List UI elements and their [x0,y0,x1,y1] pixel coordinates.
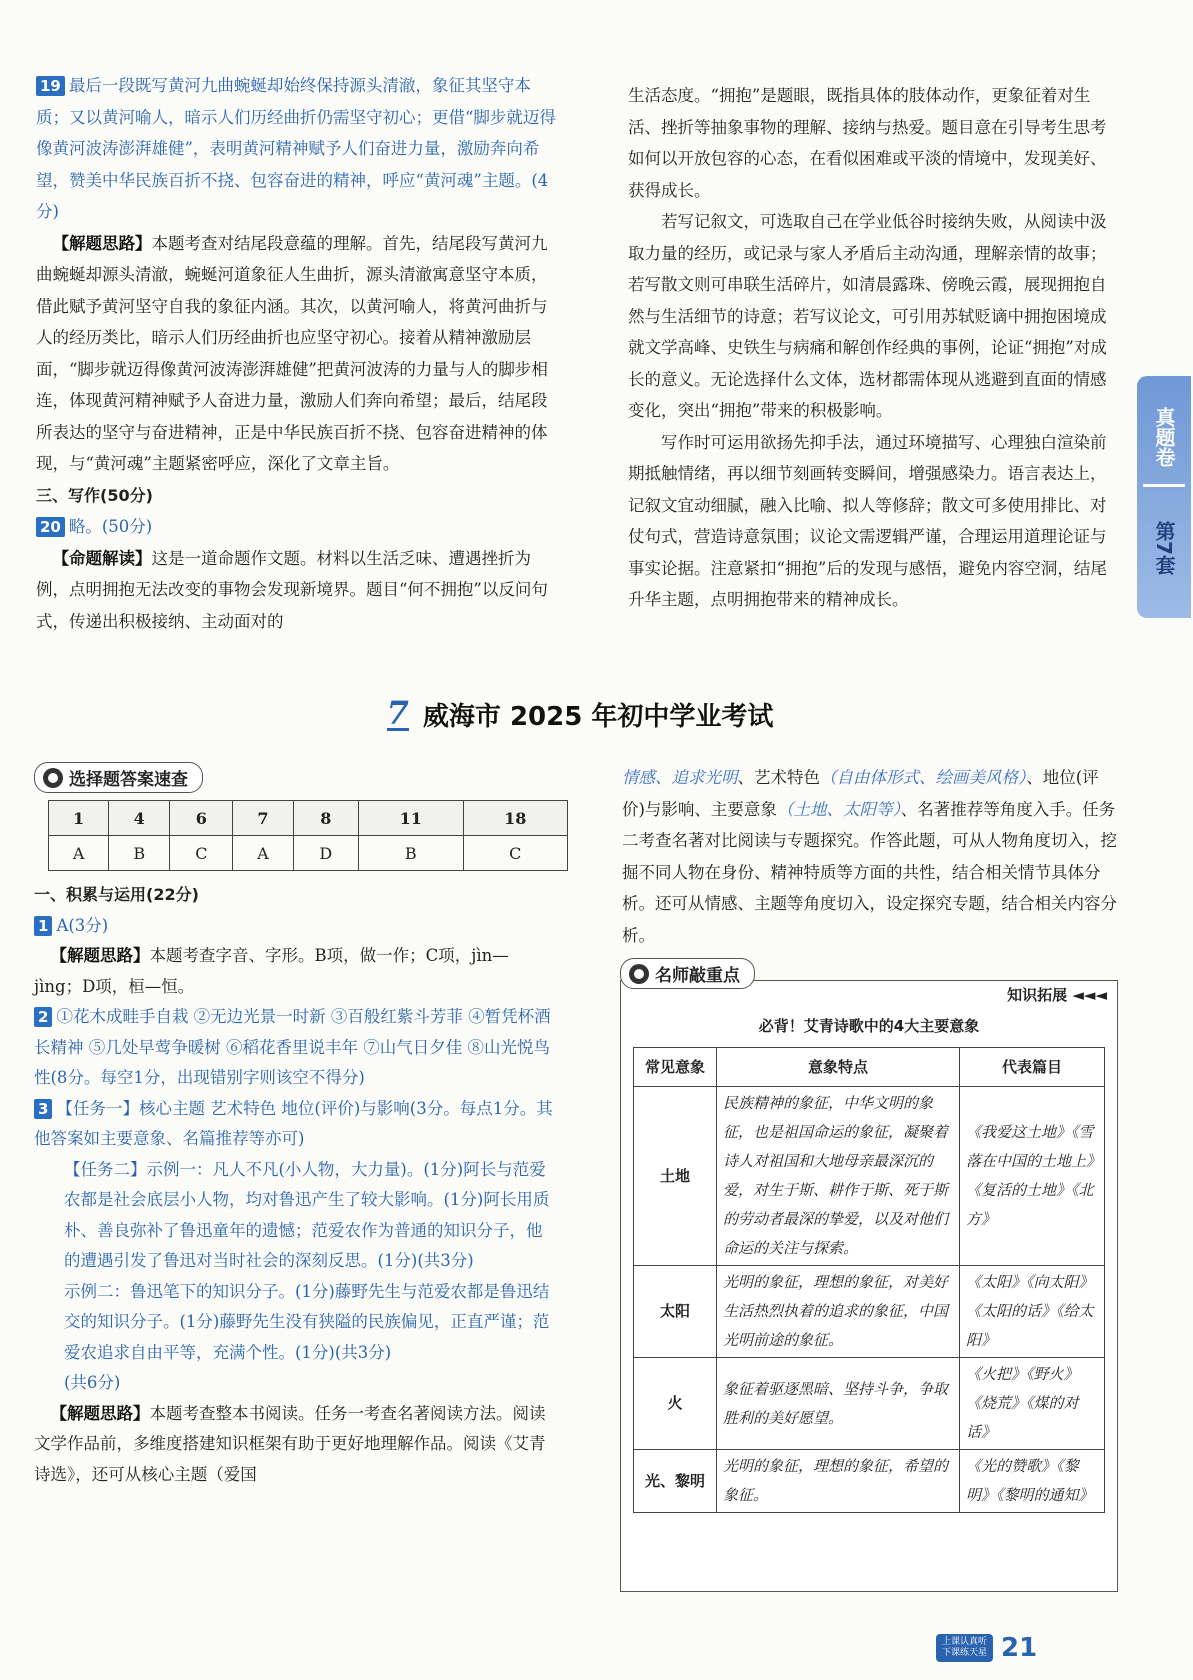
q20-number: 20 [36,517,65,537]
q19-analysis-text: 本题考查对结尾段意蕴的理解。首先，结尾段写黄河九曲蜿蜒却源头清澈，蜿蜒河道象征人生曲折，源头清澈寓意坚守本质，借此赋予黄河坚守自我的象征内涵。其次，以黄河喻人，将黄河曲折与人的经历类比，暗示人们历经曲折也应坚守初心。接着从精神激励层面，“脚步就迈得像黄河波涛澎湃雄健”把黄河波涛的力量与人的脚步相连，体现黄河精神赋予人奋进力量，激励人们奔向希望；最后，结尾段所表达的坚守与奋进精神，正是中华民族百折不挠、包容奋进精神的体现，与“黄河魂”主题紧密呼应，深化了文章主旨。 [36,233,548,473]
q20-analysis-text: 这是一道命题作文题。材料以生活乏味、遭遇挫折为例，点明拥抱无法改变的事物会发现新境界。题目“何不拥抱”以反问句式，传递出积极接纳、主动面对的 [36,548,548,631]
imagery-feature: 民族精神的象征，中华文明的象征，也是祖国命运的象征，凝聚着诗人对祖国和大地母亲最深沉的爱，对生于斯、耕作于斯、死于斯的劳动者最深的挚爱，以及对他们命运的关注与探索。 [717,1087,960,1266]
bottom-left-column [34,880,556,1490]
writing-section-title: 三、写作(50分) [36,485,153,505]
q19-analysis-tag: 【解题思路】 [52,233,152,253]
table-row [634,1450,1105,1513]
q20-analysis [36,543,556,638]
target-icon [43,768,63,788]
q1-analysis [34,941,556,1002]
quick-answer-question-row [49,801,568,836]
top-right-column [628,80,1118,616]
page-footer [936,1630,1037,1666]
quick-answer-badge [34,762,203,793]
handwritten-note: （土地、太阳等） [776,799,901,819]
imagery-name: 太阳 [634,1266,717,1358]
imagery-table-header [634,1048,1105,1087]
q3-analysis [34,1399,556,1491]
q3-total-score: (共6分) [64,1373,121,1392]
side-tab-divider [1143,484,1185,487]
q3-task2-example1: 【任务二】示例一：凡人不凡(小人物，大力量)。(1分)阿长与范爱农都是社会底层小人物，均对鲁迅产生了较大影响。(1分)阿长用质朴、善良弥补了鲁迅童年的遗憾；范爱农作为普通的知识分子，他的遭遇引发了鲁迅对当时社会的深刻反思。(1分)(共3分) [64,1159,550,1270]
writing-guide-p1: 生活态度。“拥抱”是题眼，既指具体的肢体动作，更象征着对生活、挫折等抽象事物的理解、接纳与热爱。题目意在引导考生思考如何以开放包容的心态，在看似困难或平淡的情境中，发现美好、获得成长。 [628,86,1107,200]
top-left-column [36,70,556,637]
knowledge-box [620,980,1118,1592]
answer-cell: A [233,836,293,871]
imagery-feature: 光明的象征，理想的象征，对美好生活热烈执着的追求的象征，中国光明前途的象征。 [717,1266,960,1358]
q3-task1-text: 【任务一】核心主题 艺术特色 地位(评价)与影响(3分。每点1分。其他答案如主要意象、名篇推荐等亦可) [34,1098,553,1148]
handwritten-note: （自由体形式、绘画美风格） [820,768,1027,787]
q20-analysis-tag: 【命题解读】 [52,548,152,568]
q20-answer-block [36,511,556,543]
imagery-feature: 光明的象征，理想的象征，希望的象征。 [717,1450,960,1513]
q2-number: 2 [34,1007,52,1027]
slogan-line: 下课练天星 [942,1648,988,1658]
q3-analysis-text: 本题考查整本书阅读。任务一考查名著阅读方法。阅读文学作品前，多维度搭建知识框架有助于更好地理解作品。阅读《艾青诗选》，还可从核心主题（爱国 [34,1403,546,1484]
handwritten-note: 情感、追求光明 [622,768,738,787]
column-header: 意象特点 [717,1048,960,1087]
column-header: 常见意象 [634,1048,717,1087]
q19-answer-block [36,70,556,228]
q2-answer-block [34,1002,556,1094]
writing-guide-p2: 若写记叙文，可选取自己在学业低谷时接纳失败，从阅读中汲取力量的经历，或记录与家人矛盾后主动沟通，理解亲情的故事；若写散文则可串联生活碎片，如清晨露珠、傍晚云霞，展现拥抱自然与生活细节的诗意；若写议论文，可引用苏轼贬谪中拥抱困境成就文学高峰、史铁生与病痛和解创作经典的事例，论证“拥抱”对成长的意义。无论选择什么文体，选材都需体现从逃避到直面的情感变化，突出“拥抱”带来的积极影响。 [628,212,1107,420]
quick-answer-badge-label: 选择题答案速查 [69,770,188,790]
footer-slogan [936,1634,993,1662]
question-number-cell: 4 [109,801,170,836]
slogan-line: 上课认真听 [942,1637,988,1647]
side-tab [1137,376,1191,618]
imagery-feature: 象征着驱逐黑暗、坚持斗争，争取胜利的美好愿望。 [717,1358,960,1450]
accumulation-section-title: 一、积累与运用(22分) [34,885,199,904]
question-number-cell: 18 [463,801,568,836]
answer-cell: C [463,836,568,871]
imagery-works: 《太阳》《向太阳》《太阳的话》《给太阳》 [960,1266,1105,1358]
question-number-cell: 1 [49,801,109,836]
q20-answer-text: 略。(50分) [68,517,153,536]
q3-answer-block [34,1094,556,1155]
q1-analysis-tag: 【解题思路】 [50,946,150,965]
q3-analysis-continued [622,762,1118,951]
q1-answer-block [34,911,556,942]
quick-answer-answer-row [49,836,568,871]
side-tab-set-number: 第7套 [1152,521,1176,575]
exam-title-text: 威海市 2025 年初中学业考试 [422,701,774,732]
bottom-right-column [622,762,1118,951]
q2-answer-text: ①花木成畦手自栽 ②无边光景一时新 ③百般红紫斗芳菲 ④暂凭杯酒长精神 ⑤几处早莺争暖树 ⑥稻花香里说丰年 ⑦山气日夕佳 ⑧山光悦鸟性(8分。每空1分，出现错别字则该空不得分) [34,1007,551,1087]
question-number-cell: 7 [233,801,293,836]
q3-analysis-tag: 【解题思路】 [50,1403,150,1423]
q19-answer-text: 最后一段既写黄河九曲蜿蜒却始终保持源头清澈，象征其坚守本质；又以黄河喻人，暗示人们历经曲折仍需坚守初心；更借“脚步就迈得像黄河波涛澎湃雄健”，表明黄河精神赋予人们奋进力量，激励奔向希望，赞美中华民族百折不挠、包容奋进的精神，呼应“黄河魂”主题。(4分) [36,76,556,221]
q19-analysis [36,228,556,480]
teacher-keypoints-badge [620,958,755,989]
analysis-text: 、名著推荐等角度入手。任务二考查名著对比阅读与专题探究。作答此题，可从人物角度切入，挖掘不同人物在身份、精神特质等方面的共性，结合相关情节具体分析。还可从情感、主题等角度切入，设定探究专题，结合相关内容分析。 [622,799,1117,945]
imagery-name: 火 [634,1358,717,1450]
answer-cell: B [359,836,463,871]
answer-cell: C [170,836,233,871]
knowledge-box-title: 必背！艾青诗歌中的4大主要意象 [758,1017,980,1035]
answer-cell: B [109,836,170,871]
answer-cell: D [293,836,358,871]
table-row [634,1358,1105,1450]
imagery-name: 土地 [634,1087,717,1266]
question-number-cell: 11 [359,801,463,836]
analysis-text: 、地位(评价)与影响、主要意象 [622,768,1099,819]
question-number-cell: 6 [170,801,233,836]
page-number: 21 [1001,1633,1038,1663]
star-icon [629,964,649,984]
knowledge-expansion-label: 知识拓展 ◄◄◄ [1007,986,1107,1004]
imagery-works: 《光的赞歌》《黎明》《黎明的通知》 [960,1450,1105,1513]
question-number-cell: 8 [293,801,358,836]
imagery-works: 《我爱这土地》《雪落在中国的土地上》《复活的土地》《北方》 [960,1087,1105,1266]
table-row [634,1266,1105,1358]
q1-answer-text: A(3分) [56,915,109,935]
side-tab-label: 真题卷 [1152,407,1176,467]
q19-number: 19 [36,76,65,96]
exam-title [320,690,840,738]
q1-number: 1 [34,916,52,936]
analysis-text: 、艺术特色 [737,768,820,787]
imagery-name: 光、黎明 [634,1450,717,1513]
column-header: 代表篇目 [960,1048,1105,1087]
writing-guide-p3: 写作时可运用欲扬先抑手法，通过环境描写、心理独白渲染前期抵触情绪，再以细节刻画转变瞬间，增强感染力。语言表达上，记叙文宜动细腻，融入比喻、拟人等修辞；散文可多使用排比、对仗句式，营造诗意氛围；议论文需逻辑严谨，合理运用道理论证与事实论据。注意紧扣“拥抱”后的发现与感悟，避免内容空洞，结尾升华主题，点明拥抱带来的精神成长。 [628,432,1107,609]
imagery-table [633,1047,1105,1513]
q3-task2-example2: 示例二：鲁迅笔下的知识分子。(1分)藤野先生与范爱农都是鲁迅结交的知识分子。(1分)藤野先生没有狭隘的民族偏见，正直严谨；范爱农追求自由平等，充满个性。(1分)(共3分) [64,1281,550,1362]
answer-cell: A [49,836,109,871]
q3-number: 3 [34,1099,52,1119]
teacher-keypoints-label: 名师敲重点 [655,966,740,986]
table-row [634,1087,1105,1266]
imagery-works: 《火把》《野火》《烧荒》《煤的对话》 [960,1358,1105,1450]
exam-set-number: 7 [386,693,409,732]
quick-answer-table [48,800,568,871]
q1-analysis-text: 本题考查字音、字形。B项，做一作；C项，jìn—jìng；D项，桓—恒。 [34,946,509,996]
